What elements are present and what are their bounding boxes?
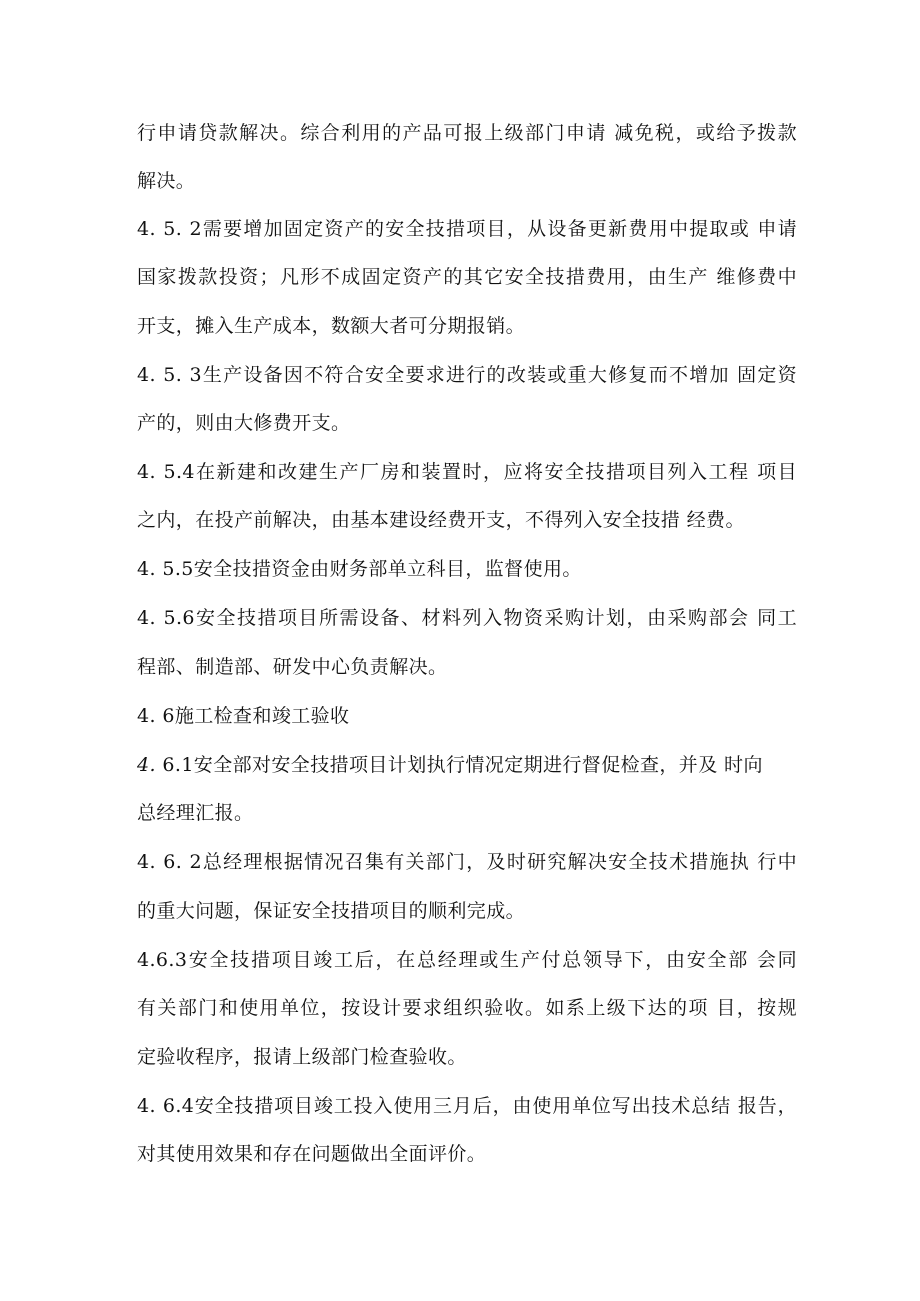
- text-line: 产的，则由大修费开支。: [137, 412, 351, 434]
- text-line: 4. 5. 3生产设备因不符合安全要求进行的改装或重大修复而不增加 固定资: [137, 364, 797, 386]
- text-line: 开支，摊入生产成本，数额大者可分期报销。: [137, 315, 526, 337]
- text-line: 行申请贷款解决。综合利用的产品可报上级部门申请 减免税，或给予拨款: [137, 122, 797, 144]
- text-line: 定验收程序，报请上级部门检查验收。: [137, 1046, 467, 1068]
- text-line: 4. 6. 2总经理根据情况召集有关部门，及时研究解决安全技术措施执 行中: [137, 851, 797, 873]
- text-line: 4. 5.5安全技措资金由财务部单立科目，监督使用。: [137, 558, 582, 580]
- text-line: 国家拨款投资；凡形不成固定资产的其它安全技措费用，由生产 维修费中: [137, 266, 797, 288]
- text-line: 4. 6.4安全技措项目竣工投入使用三月后，由使用单位写出技术总结 报告，: [137, 1095, 797, 1117]
- text-line: 4. 5. 2需要增加固定资产的安全技措项目，从设备更新费用中提取或 申请: [137, 218, 797, 240]
- text-line-rest: 6.1安全部对安全技措项目计划执行情况定期进行督促检查，并及 时向: [162, 754, 763, 776]
- text-line: 对其使用效果和存在问题做出全面评价。: [137, 1143, 487, 1165]
- text-line: 4. 5.4在新建和改建生产厂房和装置时，应将安全技措项目列入工程 项目: [137, 461, 797, 483]
- text-line: 4. 5.6安全技措项目所需设备、材料列入物资采购计划，由采购部会 同工: [137, 607, 797, 629]
- text-line: 的重大问题，保证安全技措项目的顺利完成。: [137, 900, 526, 922]
- text-line: 之内，在投产前解决，由基本建设经费开支，不得列入安全技措 经费。: [137, 509, 745, 531]
- text-line: 程部、制造部、研发中心负责解决。: [137, 656, 448, 678]
- text-line: 有关部门和使用单位，按设计要求组织验收。如系上级下达的项 目，按规: [137, 997, 797, 1019]
- text-line: 解决。: [137, 170, 196, 192]
- italic-number: 4.: [137, 754, 156, 776]
- section-heading: 4. 6施工检查和竣工验收: [137, 705, 350, 727]
- text-line: [137, 752, 797, 778]
- text-line: 4.6.3安全技措项目竣工后，在总经理或生产付总领导下，由安全部 会同: [137, 949, 797, 971]
- text-line: 总经理汇报。: [137, 802, 254, 824]
